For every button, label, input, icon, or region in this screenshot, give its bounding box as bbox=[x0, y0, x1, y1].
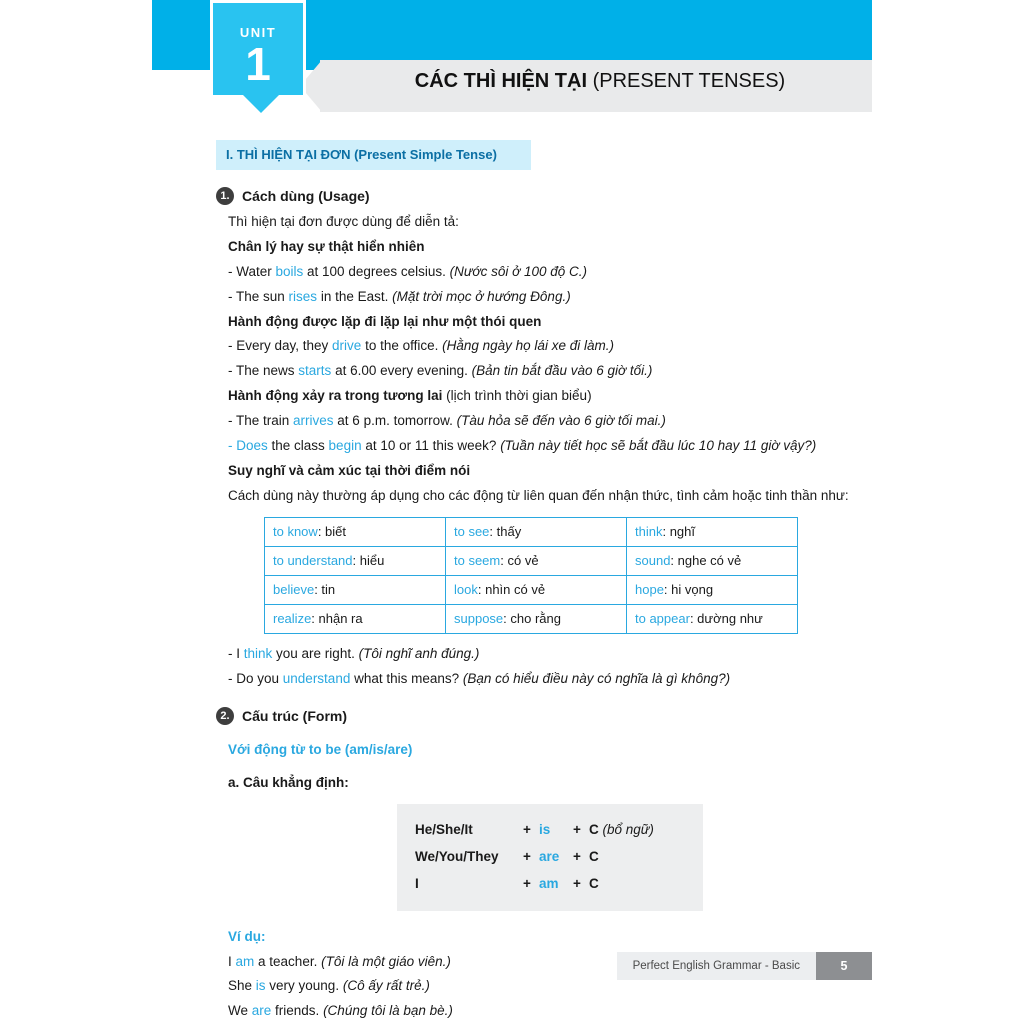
form-example-2-pre: She bbox=[228, 978, 256, 994]
example-4-translation: (Bản tin bắt đầu vào 6 giờ tối.) bbox=[471, 363, 653, 379]
verb-en: realize bbox=[273, 611, 312, 627]
form-row bbox=[415, 874, 685, 895]
form-complement bbox=[589, 874, 599, 895]
table-cell bbox=[627, 605, 798, 634]
example-5 bbox=[228, 411, 872, 432]
verb-en: to understand bbox=[273, 553, 353, 569]
form-example-3-translation: (Chúng tôi là bạn bè.) bbox=[323, 1003, 453, 1019]
form-example-3 bbox=[228, 1001, 872, 1022]
example-8-post: what this means? bbox=[350, 671, 463, 687]
unit-number: 1 bbox=[245, 38, 271, 90]
verb-en: look bbox=[454, 582, 478, 598]
form-row bbox=[415, 820, 685, 841]
example-5-translation: (Tàu hỏa sẽ đến vào 6 giờ tối mai.) bbox=[456, 413, 666, 429]
page-title-en: (PRESENT TENSES) bbox=[592, 70, 786, 92]
verb-en: believe bbox=[273, 582, 315, 598]
form-complement-label: C bbox=[589, 821, 603, 837]
table-row bbox=[265, 547, 798, 576]
page-body bbox=[0, 112, 1024, 1022]
usage-sub-3-note: (lịch trình thời gian biểu) bbox=[442, 388, 592, 404]
form-plus-2: + bbox=[573, 821, 581, 837]
form-example-1-verb: am bbox=[235, 953, 255, 969]
table-cell bbox=[446, 517, 627, 546]
example-4-pre: - The news bbox=[228, 363, 299, 379]
verb-en: to see bbox=[454, 523, 490, 539]
form-example-3-post: friends. bbox=[271, 1003, 324, 1019]
example-1-translation: (Nước sôi ở 100 độ C.) bbox=[449, 263, 588, 279]
example-3-verb: drive bbox=[332, 338, 362, 354]
form-complement bbox=[589, 847, 599, 868]
form-verb: am bbox=[539, 875, 559, 891]
example-1-post: at 100 degrees celsius. bbox=[303, 263, 450, 279]
example-6-verb2: begin bbox=[328, 438, 362, 454]
example-3 bbox=[228, 336, 872, 357]
example-5-pre: - The train bbox=[228, 413, 294, 429]
verb-vi: : thấy bbox=[489, 523, 522, 539]
page-title bbox=[340, 70, 860, 93]
verb-vi: : nghe có vẻ bbox=[670, 553, 742, 569]
example-8-verb: understand bbox=[282, 671, 351, 687]
table-cell bbox=[265, 517, 446, 546]
verb-en: to appear bbox=[635, 611, 690, 627]
form-subtitle: Với động từ to be (am/is/are) bbox=[228, 741, 413, 757]
example-4 bbox=[228, 361, 872, 382]
form-heading bbox=[216, 706, 872, 728]
example-6-mid: the class bbox=[267, 438, 329, 454]
verb-table bbox=[264, 517, 798, 635]
example-1-verb: boils bbox=[275, 263, 304, 279]
usage-examples-after-table bbox=[216, 644, 872, 690]
usage-sub-2: Hành động được lặp đi lặp lại như một thói quen bbox=[228, 313, 542, 329]
example-2-post: in the East. bbox=[317, 288, 393, 304]
example-6-dash: - bbox=[228, 438, 237, 454]
table-cell bbox=[265, 576, 446, 605]
usage-sub-3 bbox=[228, 386, 872, 407]
table-cell bbox=[627, 576, 798, 605]
verb-vi: : dường như bbox=[689, 611, 763, 627]
example-3-pre: - Every day, they bbox=[228, 338, 333, 354]
example-3-post: to the office. bbox=[361, 338, 443, 354]
form-subject: I bbox=[415, 875, 419, 891]
example-8-translation: (Bạn có hiểu điều này có nghĩa là gì không?) bbox=[462, 671, 731, 687]
form-item-a: a. Câu khẳng định: bbox=[228, 774, 349, 790]
form-example-2-post: very young. bbox=[265, 978, 343, 994]
form-example-2-translation: (Cô ấy rất trẻ.) bbox=[342, 978, 430, 994]
form-complement-label: C bbox=[589, 848, 599, 864]
example-2-pre: - The sun bbox=[228, 288, 289, 304]
usage-sub-4: Suy nghĩ và cảm xúc tại thời điểm nói bbox=[228, 463, 471, 479]
form-plus: + bbox=[523, 821, 531, 837]
unit-badge bbox=[210, 0, 306, 98]
usage-sub-1: Chân lý hay sự thật hiển nhiên bbox=[228, 238, 425, 254]
verb-vi: : hi vọng bbox=[663, 582, 714, 598]
table-cell bbox=[627, 517, 798, 546]
example-6-verb: Does bbox=[236, 438, 268, 454]
example-2 bbox=[228, 287, 872, 308]
example-4-verb: starts bbox=[298, 363, 332, 379]
verb-vi: : hiểu bbox=[352, 553, 385, 569]
example-2-translation: (Mặt trời mọc ở hướng Đông.) bbox=[392, 288, 571, 304]
form-number: 2. bbox=[216, 707, 234, 725]
example-7-translation: (Tôi nghĩ anh đúng.) bbox=[358, 646, 480, 662]
verb-vi: : có vẻ bbox=[500, 553, 539, 569]
verb-vi: : nhìn có vẻ bbox=[477, 582, 546, 598]
verb-en: to know bbox=[273, 523, 318, 539]
table-row bbox=[265, 576, 798, 605]
example-7 bbox=[228, 644, 872, 665]
table-cell bbox=[446, 547, 627, 576]
table-row bbox=[265, 517, 798, 546]
form-example-1-post: a teacher. bbox=[254, 953, 322, 969]
form-example-3-pre: We bbox=[228, 1003, 252, 1019]
form-example-1-pre: I bbox=[228, 953, 236, 969]
form-complement bbox=[589, 820, 654, 841]
form-complement-note: (bổ ngữ) bbox=[602, 821, 654, 837]
example-2-verb: rises bbox=[288, 288, 318, 304]
usage-heading bbox=[216, 186, 872, 208]
verb-vi: : nghĩ bbox=[662, 523, 695, 539]
usage-title: Cách dùng (Usage) bbox=[242, 188, 370, 205]
form-example-3-verb: are bbox=[251, 1003, 272, 1019]
table-cell bbox=[446, 605, 627, 634]
page-header bbox=[0, 0, 1024, 112]
page-footer bbox=[617, 952, 872, 980]
unit-label: UNIT bbox=[239, 25, 277, 40]
example-7-pre: - I bbox=[228, 646, 244, 662]
verb-en: hope bbox=[635, 582, 664, 598]
example-5-verb: arrives bbox=[293, 413, 334, 429]
footer-book-title: Perfect English Grammar - Basic bbox=[617, 952, 816, 980]
table-cell bbox=[446, 576, 627, 605]
verb-en: to seem bbox=[454, 553, 501, 569]
form-plus: + bbox=[523, 848, 531, 864]
usage-paragraph: Cách dùng này thường áp dụng cho các động từ liên quan đến nhận thức, tình cảm hoặc tinh thần như: bbox=[228, 487, 849, 503]
table-cell bbox=[265, 547, 446, 576]
example-4-post: at 6.00 every evening. bbox=[331, 363, 472, 379]
example-6-post: at 10 or 11 this week? bbox=[361, 438, 501, 454]
form-complement-label: C bbox=[589, 875, 599, 891]
example-7-post: you are right. bbox=[272, 646, 359, 662]
form-structure-box bbox=[397, 804, 703, 911]
form-verb: is bbox=[539, 821, 551, 837]
form-plus: + bbox=[523, 875, 531, 891]
form-subject: He/She/It bbox=[415, 821, 473, 837]
usage-intro: Thì hiện tại đơn được dùng để diễn tả: bbox=[228, 213, 459, 229]
example-5-post: at 6 p.m. tomorrow. bbox=[333, 413, 457, 429]
example-8 bbox=[228, 669, 872, 690]
example-3-translation: (Hằng ngày họ lái xe đi làm.) bbox=[442, 338, 614, 354]
table-row bbox=[265, 605, 798, 634]
form-verb: are bbox=[539, 848, 560, 864]
verb-vi: : nhận ra bbox=[311, 611, 363, 627]
example-label: Ví dụ: bbox=[228, 928, 266, 944]
form-title: Cấu trúc (Form) bbox=[242, 708, 347, 725]
usage-content bbox=[216, 212, 872, 507]
example-1-pre: - Water bbox=[228, 263, 276, 279]
example-6 bbox=[228, 436, 872, 457]
example-6-translation: (Tuần này tiết học sẽ bắt đầu lúc 10 hay 11 giờ vậy?) bbox=[500, 438, 817, 454]
example-1 bbox=[228, 262, 872, 283]
form-plus-2: + bbox=[573, 848, 581, 864]
usage-number: 1. bbox=[216, 187, 234, 205]
example-7-verb: think bbox=[243, 646, 273, 662]
footer-page-number: 5 bbox=[816, 952, 872, 980]
section-heading: I. THÌ HIỆN TẠI ĐƠN (Present Simple Tense) bbox=[216, 140, 531, 170]
verb-en: sound bbox=[635, 553, 671, 569]
verb-en: suppose bbox=[454, 611, 504, 627]
form-plus-2: + bbox=[573, 875, 581, 891]
form-example-1-translation: (Tôi là một giáo viên.) bbox=[321, 953, 451, 969]
verb-vi: : cho rằng bbox=[503, 611, 561, 627]
table-cell bbox=[265, 605, 446, 634]
form-row bbox=[415, 847, 685, 868]
verb-en: think bbox=[635, 523, 663, 539]
usage-sub-3-bold: Hành động xảy ra trong tương lai bbox=[228, 388, 443, 404]
form-subject: We/You/They bbox=[415, 848, 499, 864]
form-example-2-verb: is bbox=[255, 978, 266, 994]
example-8-pre: - Do you bbox=[228, 671, 283, 687]
table-cell bbox=[627, 547, 798, 576]
verb-vi: : tin bbox=[314, 582, 336, 598]
page-title-vi: CÁC THÌ HIỆN TẠI bbox=[414, 70, 587, 92]
verb-vi: : biết bbox=[317, 523, 346, 539]
